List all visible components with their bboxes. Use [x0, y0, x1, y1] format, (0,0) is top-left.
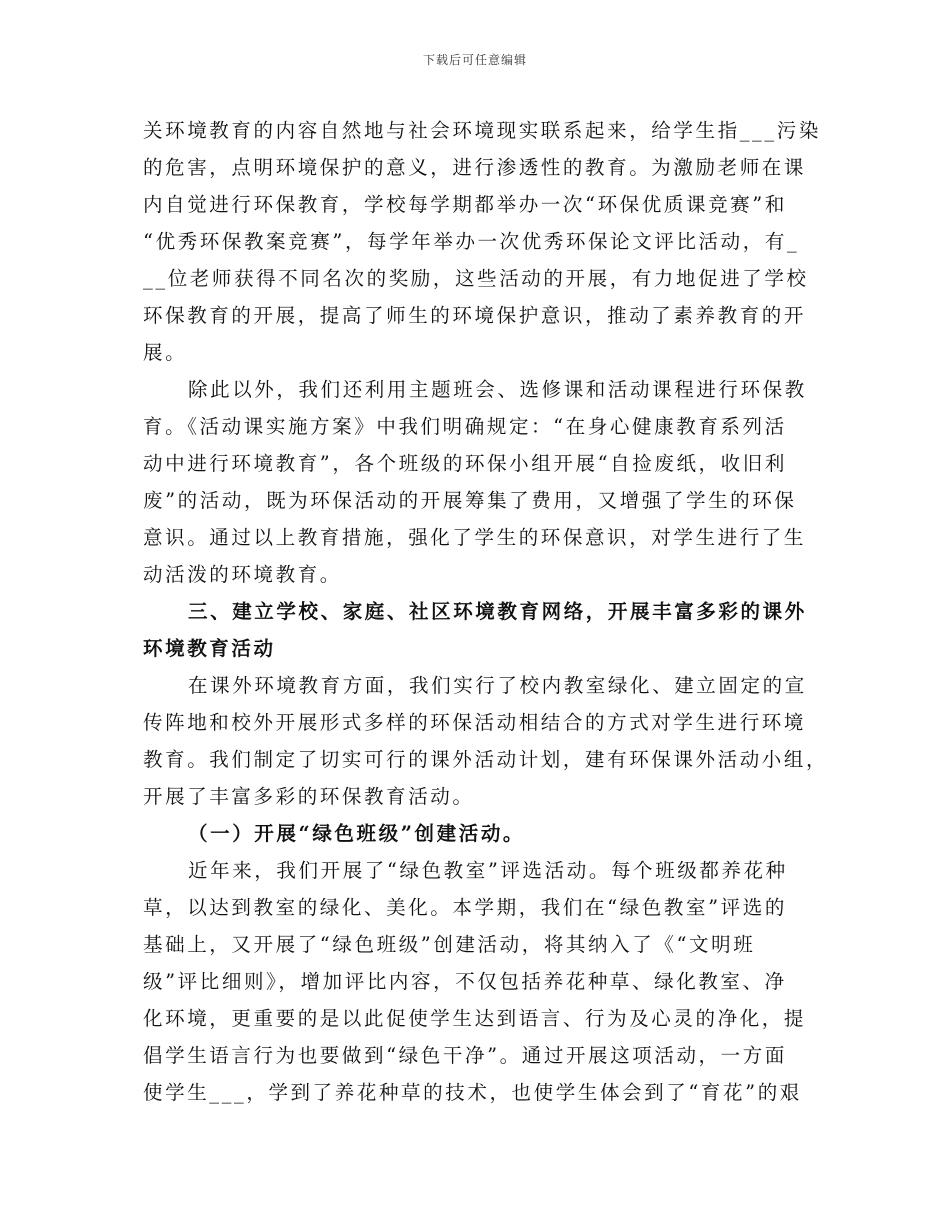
text-line: 教育。我们制定了切实可行的课外活动计划，建有环保课外活动小组， — [143, 748, 829, 771]
text-line: 除此以外，我们还利用主题班会、选修课和活动课程进行环保教 — [188, 378, 807, 401]
text-line: 化环境，更重要的是以此促使学生达到语言、行为及心灵的净化，提 — [143, 1007, 807, 1030]
text-line: 动活泼的环境教育。 — [143, 563, 342, 586]
text-line: 的危害，点明环境保护的意义，进行渗透性的教育。为激励老师在课 — [143, 156, 807, 179]
text-line: 使学生___，学到了养花种草的技术，也使学生体会到了“育花”的艰 — [143, 1081, 802, 1104]
text-line: 近年来，我们开展了“绿色教室”评选活动。每个班级都养花种 — [188, 859, 788, 882]
text-line: 倡学生语言行为也要做到“绿色干净”。通过开展这项活动，一方面 — [143, 1044, 787, 1067]
text-line: 内自觉进行环保教育，学校每学期都举办一次“环保优质课竞赛”和 — [143, 193, 787, 216]
section-heading-line: 环境教育活动 — [143, 637, 276, 660]
text-line: 意识。通过以上教育措施，强化了学生的环保意识，对学生进行了生 — [143, 526, 807, 549]
page-header: 下载后可任意编辑 — [422, 53, 527, 67]
text-line: 废”的活动，既为环保活动的开展筹集了费用，又增强了学生的环保 — [143, 489, 797, 512]
text-line: 开展了丰富多彩的环保教育活动。 — [143, 785, 475, 808]
text-line: 环保教育的开展，提高了师生的环境保护意识，推动了素养教育的开 — [143, 304, 807, 327]
text-line: 关环境教育的内容自然地与社会环境现实联系起来，给学生指___污染 — [143, 119, 821, 142]
text-line: __位老师获得不同名次的奖励，这些活动的开展，有力地促进了学校 — [143, 267, 809, 290]
section-heading-line: （一）开展“绿色班级”创建活动。 — [188, 822, 526, 845]
text-line: 展。 — [143, 341, 188, 364]
section-heading-line: 三、建立学校、家庭、社区环境教育网络，开展丰富多彩的课外 — [188, 600, 807, 623]
text-line: 动中进行环境教育”，各个班级的环保小组开展“自捡废纸，收旧利 — [143, 452, 787, 475]
text-line: 草，以达到教室的绿化、美化。本学期，我们在“绿色教室”评选的 — [143, 896, 787, 919]
text-line: 传阵地和校外开展形式多样的环保活动相结合的方式对学生进行环境 — [143, 711, 807, 734]
text-line: 育。《活动课实施方案》中我们明确规定：“在身心健康教育系列活 — [143, 415, 787, 438]
text-line: 级”评比细则》，增加评比内容，不仅包括养花种草、绿化教室、净 — [143, 970, 787, 993]
text-line: 在课外环境教育方面，我们实行了校内教室绿化、建立固定的宣 — [188, 674, 807, 697]
text-line: “优秀环保教案竞赛”，每学年举办一次优秀环保论文评比活动，有_ — [143, 230, 800, 253]
document-body — [143, 112, 829, 1111]
text-line: 基础上，又开展了“绿色班级”创建活动，将其纳入了《“文明班 — [143, 933, 756, 956]
